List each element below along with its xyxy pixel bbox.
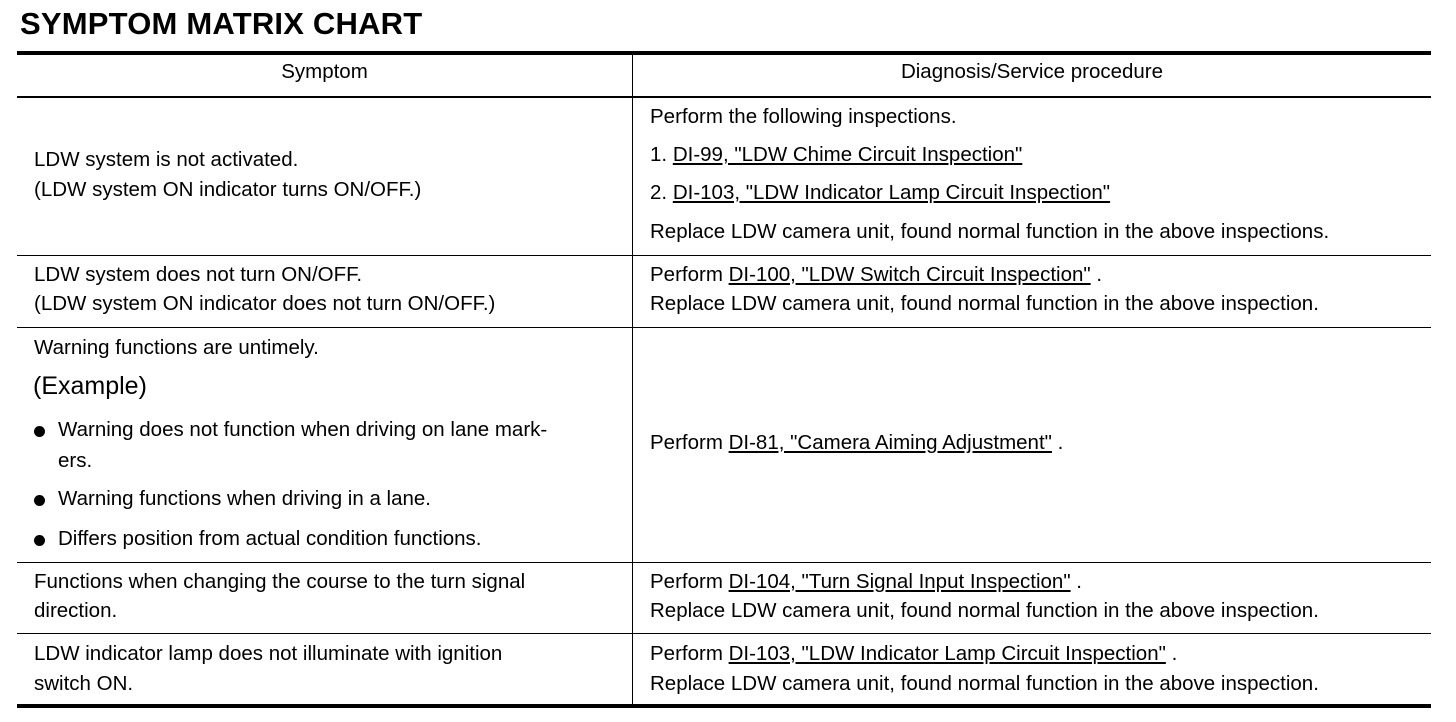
header-divider: [17, 96, 1431, 98]
procedure-text: Replace LDW camera unit, found normal function in the above inspection.: [650, 292, 1319, 315]
procedure-line: [650, 428, 1063, 458]
procedure-text: Replace LDW camera unit, found normal function in the above inspection.: [650, 599, 1319, 622]
procedure-line: [650, 567, 1082, 597]
symptom-text: switch ON.: [34, 672, 134, 695]
symptom-text: Functions when changing the course to the turn signal: [34, 570, 526, 593]
table-bottom-rule: [17, 704, 1431, 708]
symptom-text: LDW system does not turn ON/OFF.: [34, 263, 363, 286]
link-di-103[interactable]: DI-103, "LDW Indicator Lamp Circuit Inspection": [728, 642, 1166, 665]
procedure-text: Perform the following inspections.: [650, 105, 957, 128]
column-divider: [632, 55, 633, 704]
procedure-suffix: .: [1076, 570, 1082, 593]
row-divider: [17, 327, 1431, 328]
procedure-suffix: .: [1057, 431, 1064, 454]
symptom-bullet-cont: ers.: [58, 449, 93, 472]
link-di-99[interactable]: DI-99, "LDW Chime Circuit Inspection": [672, 143, 1023, 166]
procedure-prefix: Perform: [650, 642, 723, 665]
symptom-text: Warning functions are untimely.: [34, 336, 319, 359]
page-title: SYMPTOM MATRIX CHART: [20, 6, 423, 41]
procedure-suffix: .: [1171, 642, 1178, 665]
step-number: 2.: [650, 181, 668, 204]
procedure-step: [650, 140, 1022, 170]
example-label: (Example): [33, 372, 147, 400]
procedure-step: [650, 178, 1110, 208]
procedure-text: Replace LDW camera unit, found normal function in the above inspections.: [650, 220, 1330, 243]
link-di-104[interactable]: DI-104, "Turn Signal Input Inspection": [728, 570, 1071, 593]
symptom-text: (LDW system ON indicator turns ON/OFF.): [34, 178, 422, 201]
table-top-rule: [17, 51, 1431, 55]
symptom-bullet: Warning functions when driving in a lane.: [58, 487, 432, 510]
procedure-prefix: Perform: [650, 263, 723, 286]
row-divider: [17, 633, 1431, 634]
symptom-bullet: Differs position from actual condition functions.: [58, 527, 482, 550]
procedure-text: Replace LDW camera unit, found normal function in the above inspection.: [650, 672, 1319, 695]
bullet-icon: [34, 535, 45, 546]
link-di-103[interactable]: DI-103, "LDW Indicator Lamp Circuit Inspection": [672, 181, 1111, 204]
row-divider: [17, 562, 1431, 563]
symptom-text: LDW indicator lamp does not illuminate with ignition: [34, 642, 503, 665]
symptom-text: LDW system is not activated.: [34, 148, 299, 171]
header-procedure: Diagnosis/Service procedure: [900, 60, 1164, 83]
link-di-81[interactable]: DI-81, "Camera Aiming Adjustment": [728, 431, 1052, 454]
row-divider: [17, 255, 1431, 256]
procedure-prefix: Perform: [650, 431, 723, 454]
procedure-line: [650, 639, 1177, 669]
procedure-line: [650, 260, 1102, 290]
link-di-100[interactable]: DI-100, "LDW Switch Circuit Inspection": [728, 263, 1091, 286]
procedure-prefix: Perform: [650, 570, 723, 593]
symptom-text: (LDW system ON indicator does not turn ON/OFF.): [34, 292, 496, 315]
procedure-suffix: .: [1096, 263, 1103, 286]
bullet-icon: [34, 495, 45, 506]
bullet-icon: [34, 426, 45, 437]
symptom-bullet: Warning does not function when driving on lane mark-: [58, 418, 548, 441]
step-number: 1.: [650, 143, 668, 166]
header-symptom: Symptom: [281, 60, 368, 83]
symptom-text: direction.: [34, 599, 118, 622]
